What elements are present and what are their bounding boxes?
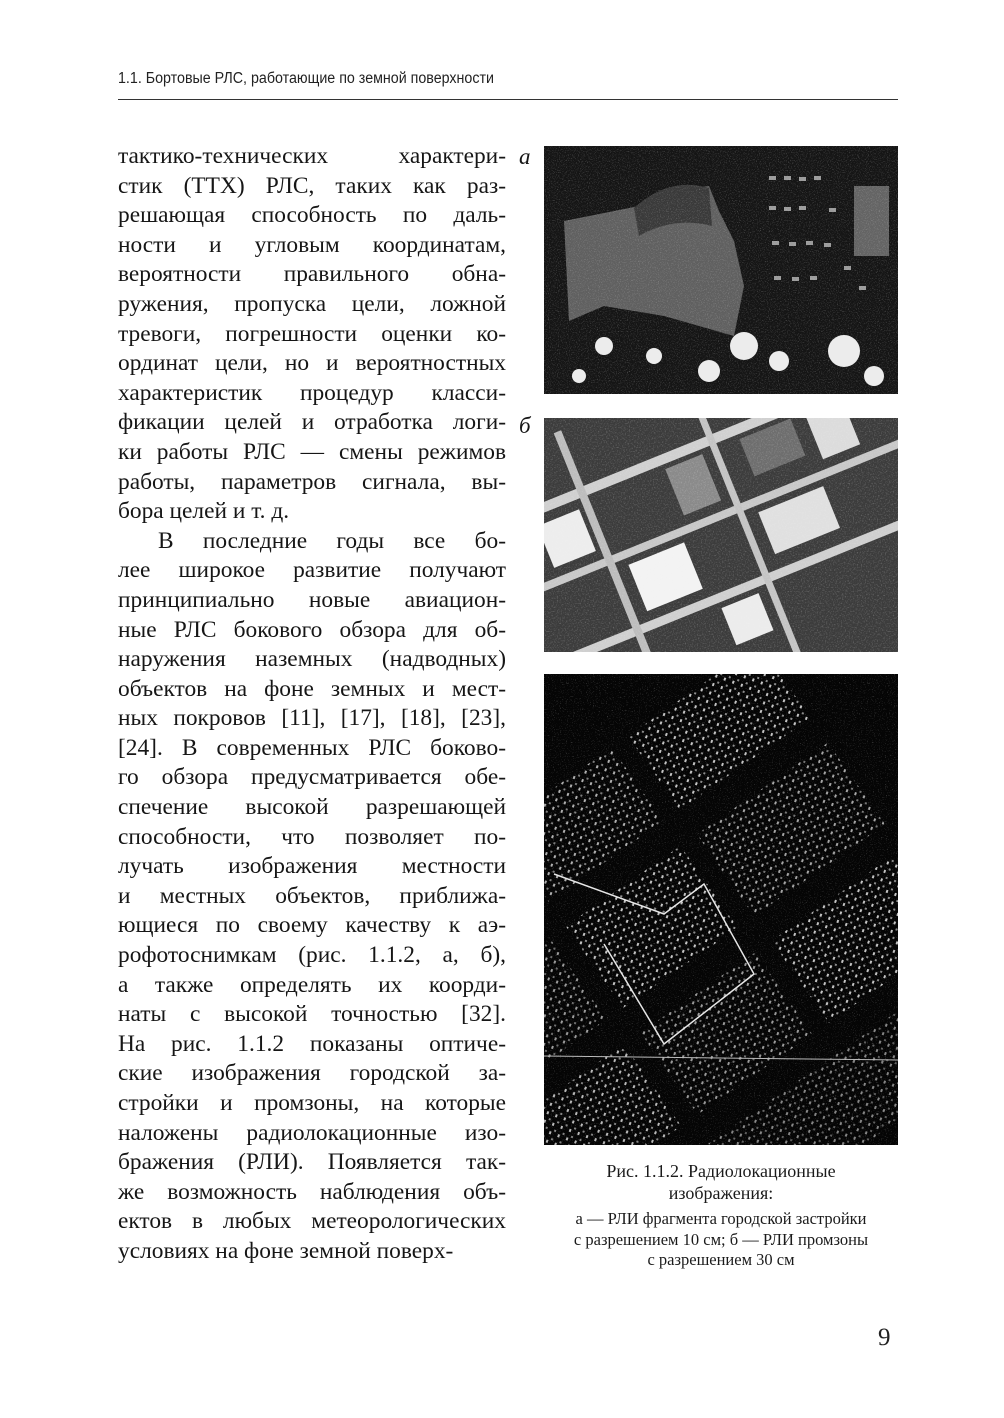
body-text-line: На рис. 1.1.2 показаны оптиче- xyxy=(118,1030,506,1057)
running-head: 1.1. Бортовые РЛС, работающие по земной поверхности xyxy=(118,70,494,87)
body-text-line: принципиально новые авиацион- xyxy=(118,586,506,613)
body-text-line: ружения, пропуска цели, ложной xyxy=(118,290,506,317)
body-text-line: стройки и промзоны, на которые xyxy=(118,1090,506,1116)
body-text-line: В последние годы все бо- xyxy=(158,527,506,554)
body-text-line: тревоги, погрешности оценки ко- xyxy=(118,320,506,347)
body-text-line: го обзора предусматривается обе- xyxy=(118,764,506,791)
header-rule xyxy=(118,99,898,100)
body-text-line: наложены радиолокационные изо- xyxy=(118,1119,506,1146)
caption-title xyxy=(510,1160,932,1204)
body-text-line: же возможность наблюдения объ- xyxy=(118,1178,506,1205)
caption-legend-line: а — РЛИ фрагмента городской застройки xyxy=(575,1209,867,1228)
body-text-line: тактико-технических характери- xyxy=(118,143,506,169)
caption-legend-line: с разрешением 30 см xyxy=(647,1250,795,1269)
body-text-line: наты с высокой точностью [32]. xyxy=(118,1001,506,1028)
body-text-line: объектов на фоне земных и мест- xyxy=(118,675,506,702)
body-text-line: работы, параметров сигнала, вы- xyxy=(118,468,506,495)
body-text-line: вероятности правильного обна- xyxy=(118,261,506,288)
body-text-line: ординат цели, но и вероятностных xyxy=(118,350,506,377)
body-text-line: а также определять их коорди- xyxy=(118,971,506,998)
body-text-line: бора целей и т. д. xyxy=(118,498,290,525)
body-text-line: лее широкое развитие получают xyxy=(118,557,506,584)
caption-title-line: Рис. 1.1.2. Радиолокационные xyxy=(606,1161,836,1181)
radar-image-city-grid-panel xyxy=(544,674,898,1145)
body-text-line: ющиеся по своему качеству к аэ- xyxy=(118,912,506,939)
caption-title-line: изображения: xyxy=(668,1183,774,1203)
body-text-line: наружения наземных (надводных) xyxy=(118,646,506,673)
figure-label-a: а xyxy=(519,144,531,169)
body-text-line: рофотоснимкам (рис. 1.1.2, а, б), xyxy=(118,942,506,969)
body-text-line: [24]. В современных РЛС боково- xyxy=(118,734,506,761)
body-text-line: ектов в любых метеорологических xyxy=(118,1208,506,1235)
body-text-line: стик (ТТХ) РЛС, таких как раз- xyxy=(118,172,506,199)
body-text-line: ных покровов [11], [17], [18], [23], xyxy=(118,705,506,732)
body-text-line: спечение высокой разрешающей xyxy=(118,794,506,821)
caption-legend xyxy=(510,1209,932,1271)
body-text-line: решающая способность по даль- xyxy=(118,202,506,229)
figure-label-b: б xyxy=(519,413,531,438)
figure-caption xyxy=(510,1160,932,1271)
body-text-line: бражения (РЛИ). Появляется так- xyxy=(118,1149,506,1176)
body-text-line: фикации целей и отработка логи- xyxy=(118,409,506,436)
radar-image-industrial-panel-b xyxy=(544,418,898,652)
body-text-column xyxy=(118,142,506,1267)
body-text-line: ности и угловым координатам, xyxy=(118,231,506,258)
body-text-line: условиях на фоне земной поверх- xyxy=(118,1237,454,1264)
body-text-line: способности, что позволяет по- xyxy=(118,823,506,850)
body-text-line: ные РЛС бокового обзора для об- xyxy=(118,616,506,643)
caption-legend-line: с разрешением 10 см; б — РЛИ промзоны xyxy=(573,1229,869,1249)
body-text-line: и местных объектов, приближа- xyxy=(118,882,506,909)
radar-image-urban-panel-a xyxy=(544,146,898,394)
page-number: 9 xyxy=(878,1324,891,1351)
body-text-line: ки работы РЛС — смены режимов xyxy=(118,438,506,465)
body-text-line: ские изображения городской за- xyxy=(118,1060,506,1087)
body-text-line: характеристик процедур класси- xyxy=(118,379,506,406)
body-text-line: лучать изображения местности xyxy=(118,853,506,880)
